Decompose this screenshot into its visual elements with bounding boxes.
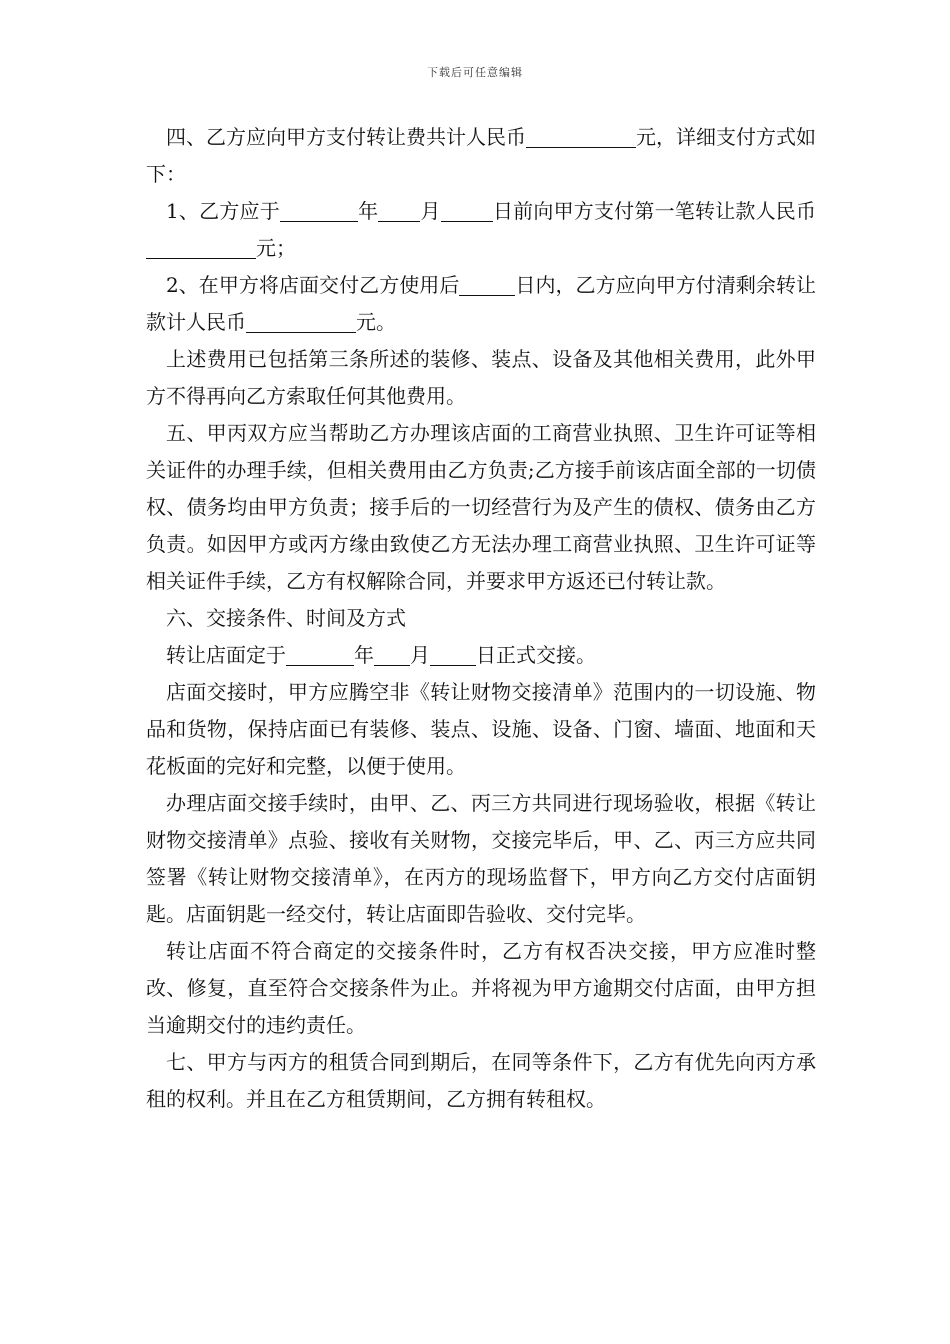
document-body [146,119,816,1118]
payment-item-2: 2、在甲方将店面交付乙方使用后 日内，乙方应向甲方付清剩余转让款计人民币 元。 [146,273,816,334]
blank-year-1[interactable] [280,199,358,222]
handover-condition-paragraph: 店面交接时，甲方应腾空非《转让财物交接清单》范围内的一切设施、物品和货物，保持店面已有装修、装点、设施、设备、门窗、墙面、地面和天花板面的完好和完整，以便于使用。 [146,680,816,778]
blank-day-1[interactable] [441,199,493,222]
clause-6-heading: 六、交接条件、时间及方式 [166,606,406,630]
handover-procedure-paragraph: 办理店面交接手续时，由甲、乙、丙三方共同进行现场验收，根据《转让财物交接清单》点验、接收有关财物，交接完毕后，甲、乙、丙三方应共同签署《转让财物交接清单》，在丙方的现场监督下，甲方向乙方交付店面钥匙。店面钥匙一经交付，转让店面即告验收、交付完毕。 [146,791,816,926]
clause-7-paragraph: 七、甲方与丙方的租赁合同到期后，在同等条件下，乙方有优先向丙方承租的权利。并且在乙方租赁期间，乙方拥有转租权。 [146,1050,816,1111]
blank-remaining-payment[interactable] [246,310,356,333]
blank-day-2[interactable] [430,643,476,666]
blank-days[interactable] [459,273,515,296]
payment-item-1: 1、乙方应于 年 月 日前向甲方支付第一笔转让款人民币元； [146,193,816,267]
blank-year-2[interactable] [286,643,354,666]
blank-first-payment[interactable] [146,236,256,259]
blank-transfer-fee[interactable] [526,125,636,148]
handover-rejection-paragraph: 转让店面不符合商定的交接条件时，乙方有权否决交接，甲方应准时整改、修复，直至符合交接条件为止。并将视为甲方逾期交付店面，由甲方担当逾期交付的违约责任。 [146,939,816,1037]
clause-5-paragraph: 五、甲丙双方应当帮助乙方办理该店面的工商营业执照、卫生许可证等相关证件的办理手续，但相关费用由乙方负责;乙方接手前该店面全部的一切债权、债务均由甲方负责；接手后的一切经营行为及产生的债权、债务由乙方负责。如因甲方或丙方缘由致使乙方无法办理工商营业执照、卫生许可证等相关证件手续，乙方有权解除合同，并要求甲方返还已付转让款。 [146,421,816,593]
handover-date-paragraph: 转让店面定于 年 月 日正式交接。 [166,643,596,667]
clause-4-paragraph: 四、乙方应向甲方支付转让费共计人民币 元，详细支付方式如下： [146,125,816,186]
blank-month-2[interactable] [374,643,410,666]
page-header: 下载后可任意编辑 [427,66,523,79]
fees-note-paragraph: 上述费用已包括第三条所述的装修、装点、设备及其他相关费用，此外甲方不得再向乙方索取任何其他费用。 [146,347,816,408]
blank-month-1[interactable] [378,199,420,222]
